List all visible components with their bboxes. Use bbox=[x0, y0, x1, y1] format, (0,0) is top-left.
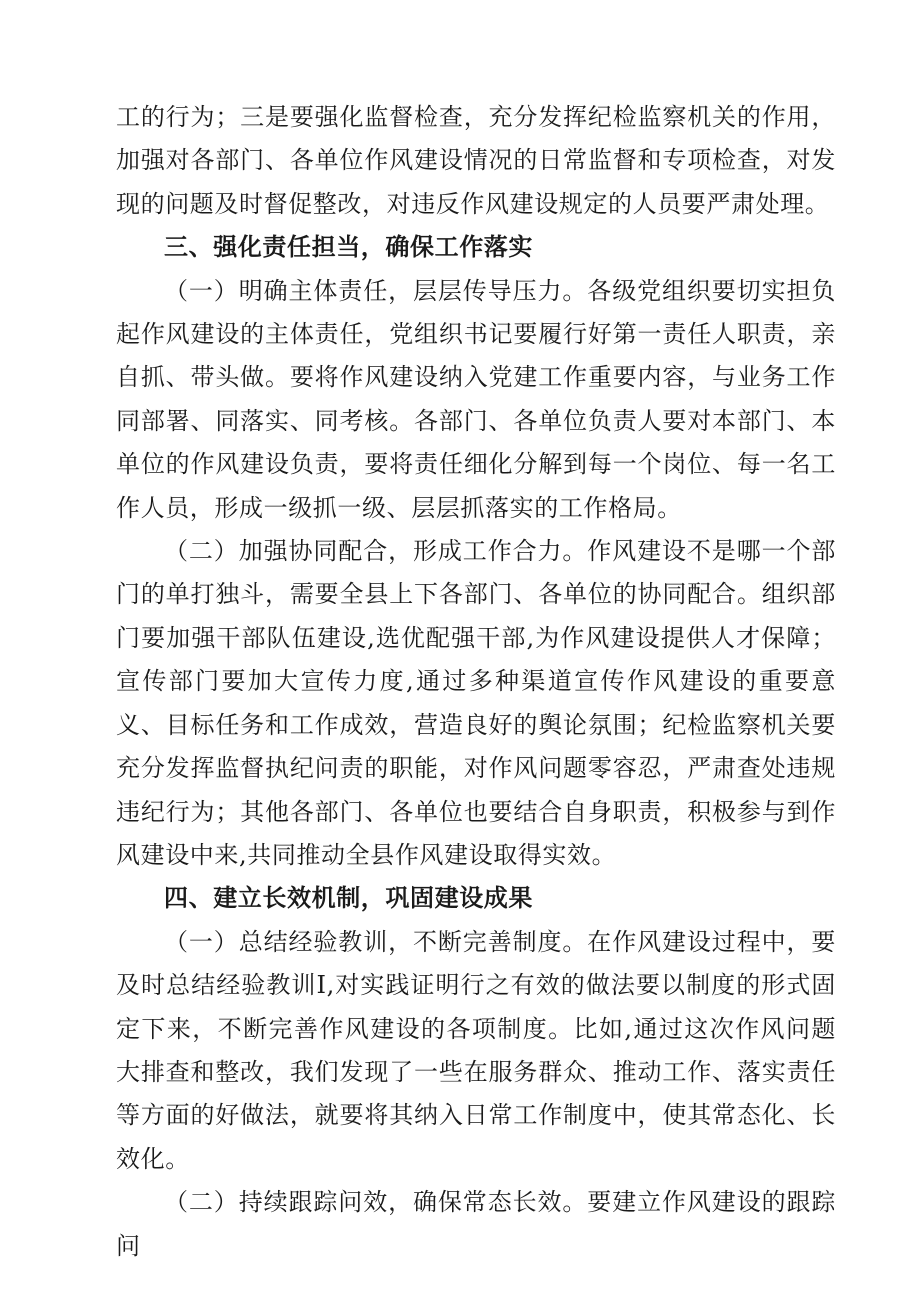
section-heading-3: 三、强化责任担当，确保工作落实 bbox=[164, 233, 533, 262]
paragraph-4-2: （二）持续跟踪问效，确保常态长效。要建立作风建设的跟踪问 bbox=[116, 1188, 836, 1260]
paragraph-3-1: （一）明确主体责任，层层传导压力。各级党组织要切实担负起作风建设的主体责任，党组织书记要履行好第一责任人职责，亲自抓、带头做。要将作风建设纳入党建工作重要内容，与业务工作同部署、同落实、同考核。各部门、各单位负责人要对本部门、本单位的作风建设负责，要将责任细化分解到每一个岗位、每一名工作人员，形成一级抓一级、层层抓落实的工作格局。 bbox=[116, 276, 836, 522]
section-heading-4: 四、建立长效机制，巩固建设成果 bbox=[164, 884, 533, 913]
paragraph-3-2: （二）加强协同配合，形成工作合力。作风建设不是哪一个部门的单打独斗，需要全县上下各部门、各单位的协同配合。组织部门要加强干部队伍建设,选优配强干部,为作风建设提供人才保障；宣传部门要加大宣传力度,通过多种渠道宣传作风建设的重要意义、目标任务和工作成效，营造良好的舆论氛围；纪检监察机关要充分发挥监督执纪问责的职能，对作风问题零容忍，严肃查处违规违纪行为；其他各部门、各单位也要结合自身职责，积极参与到作风建设中来,共同推动全县作风建设取得实效。 bbox=[116, 537, 836, 869]
paragraph-continued: 工的行为；三是要强化监督检查，充分发挥纪检监察机关的作用，加强对各部门、各单位作风建设情况的日常监督和专项检查，对发现的问题及时督促整改，对违反作风建设规定的人员要严肃处理。 bbox=[116, 103, 836, 218]
paragraph-4-1: （一）总结经验教训，不断完善制度。在作风建设过程中，要及时总结经验教训I,对实践证明行之有效的做法要以制度的形式固定下来，不断完善作风建设的各项制度。比如,通过这次作风问题大排查和整改，我们发现了一些在服务群众、推动工作、落实责任等方面的好做法，就要将其纳入日常工作制度中，使其常态化、长效化。 bbox=[116, 927, 836, 1173]
document-body bbox=[116, 96, 836, 1268]
